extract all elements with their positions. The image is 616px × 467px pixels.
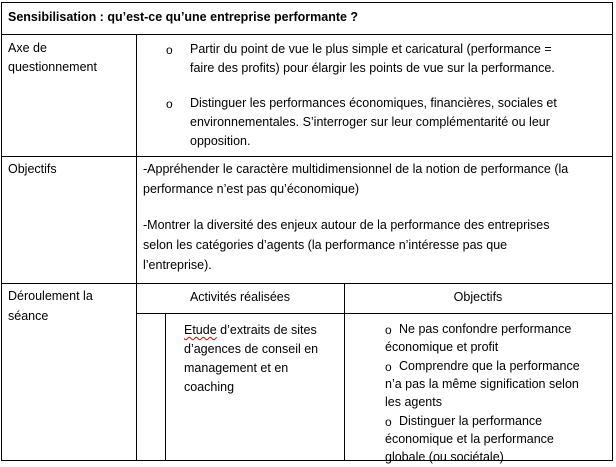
objective2-line1: Comprendre que la performance (399, 359, 580, 373)
objectifs-p2-line1: -Montrer la diversité des enjeux autour de la performance des entreprises (143, 218, 550, 232)
axe-bullet1-line2: faire des profits) pour élargir les points de vue sur la performance. (190, 61, 555, 75)
col-header-activites: Activités réalisées (189, 290, 291, 304)
label-column-divider (136, 34, 137, 460)
activities-line1-rest: d’extraits de sites (216, 323, 317, 337)
activities-line2: d’agences de conseil en (184, 342, 319, 356)
objectifs-p1-line1: -Appréhender le caractère multidimensionnel de la notion de performance (la (143, 162, 569, 176)
objective2-line2: n’a pas la même signification selon (385, 377, 579, 391)
spellcheck-word: Etude (184, 323, 217, 337)
objectifs-label: Objectifs (8, 162, 57, 176)
bullet-marker: o (166, 97, 173, 111)
bullet-marker: o (385, 323, 392, 337)
deroulement-label-line1: Déroulement la (8, 289, 93, 303)
bullet-marker: o (385, 415, 392, 429)
deroulement-label-line2: séance (8, 309, 49, 323)
row-divider (2, 283, 612, 284)
axe-bullet2-line2: environnementales. S’interroger sur leur complémentarité ou leur (190, 115, 550, 129)
axe-bullet2-line3: opposition. (190, 134, 251, 148)
bullet-marker: o (166, 43, 173, 57)
axe-bullet2-line1: Distinguer les performances économiques, financières, sociales et (190, 96, 557, 110)
activities-line4: coaching (184, 380, 235, 394)
activities-line1 (184, 321, 317, 340)
objective3-line1: Distinguer la performance (399, 414, 543, 428)
objective2-line3: les agents (385, 395, 442, 409)
activities-line3: management et en (184, 361, 289, 375)
subtable-header-divider (136, 313, 612, 314)
objective1-line1: Ne pas confondre performance (399, 322, 572, 336)
col-header-objectifs: Objectifs (453, 290, 503, 304)
objective1-line2: économique et profit (385, 340, 499, 354)
subtable-column-divider (344, 283, 345, 460)
lesson-table (1, 2, 613, 464)
objectifs-p2-line3: l’entreprise). (143, 258, 212, 272)
objectifs-p1-line2: performance n’est pas qu’économique) (143, 182, 360, 196)
table-title: Sensibilisation : qu’est-ce qu’une entreprise performante ? (8, 10, 359, 24)
subtable-inner-left-border (165, 313, 166, 460)
axe-label-line2: questionnement (8, 60, 97, 74)
objective3-line2: économique et la performance (385, 432, 554, 446)
objectifs-p2-line2: selon les catégories d’agents (la performance n’intéresse pas que (143, 238, 508, 252)
row-divider (2, 156, 612, 157)
row-divider (2, 34, 612, 35)
axe-bullet1-line1: Partir du point de vue le plus simple et caricatural (performance = (190, 42, 552, 56)
axe-label-line1: Axe de (8, 41, 47, 55)
objective3-line3: globale (ou sociétale) (385, 450, 504, 464)
bullet-marker: o (385, 360, 392, 374)
